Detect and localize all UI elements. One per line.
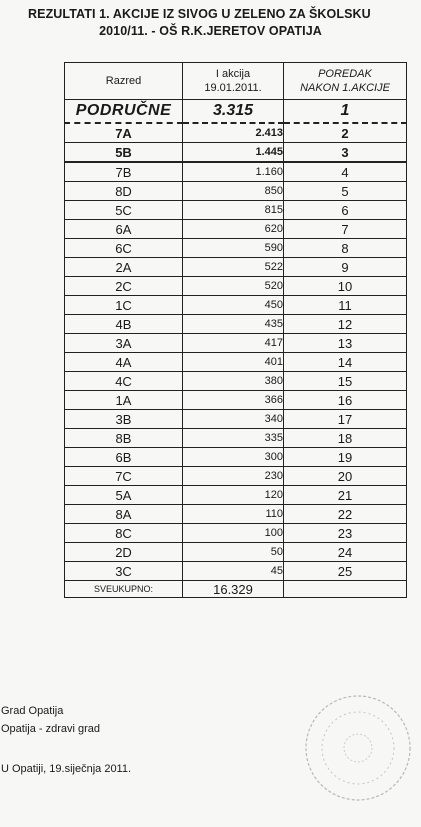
table-row	[65, 315, 407, 334]
cell-amount: 50	[183, 543, 284, 562]
cell-class: 8C	[65, 524, 183, 543]
cell-rank: 3	[284, 143, 407, 163]
cell-amount: 100	[183, 524, 284, 543]
cell-class: 6C	[65, 239, 183, 258]
cell-rank: 18	[284, 429, 407, 448]
footer-line-1: Grad Opatija	[1, 705, 64, 717]
cell-class: PODRUČNE	[65, 100, 183, 124]
cell-class: 6B	[65, 448, 183, 467]
cell-rank: 15	[284, 372, 407, 391]
cell-amount: 366	[183, 391, 284, 410]
footer-line-2: Opatija - zdravi grad	[1, 723, 101, 735]
table-row	[65, 334, 407, 353]
table-row	[65, 524, 407, 543]
title-line-2: 2010/11. - OŠ R.K.JERETOV OPATIJA	[99, 24, 322, 38]
cell-class: 6A	[65, 220, 183, 239]
cell-class: 3B	[65, 410, 183, 429]
table-row	[65, 543, 407, 562]
cell-amount: 380	[183, 372, 284, 391]
cell-amount: 417	[183, 334, 284, 353]
cell-class: 5A	[65, 486, 183, 505]
cell-amount: 520	[183, 277, 284, 296]
cell-amount: 335	[183, 429, 284, 448]
cell-class: 7B	[65, 162, 183, 182]
footer-issuer	[1, 702, 100, 738]
header-akcija	[183, 63, 284, 100]
cell-amount: 110	[183, 505, 284, 524]
cell-rank: 20	[284, 467, 407, 486]
total-value: 16.329	[183, 581, 284, 598]
cell-rank: 19	[284, 448, 407, 467]
cell-rank: 14	[284, 353, 407, 372]
cell-class: 8A	[65, 505, 183, 524]
stamp-seal	[300, 690, 416, 806]
cell-rank: 11	[284, 296, 407, 315]
cell-rank: 12	[284, 315, 407, 334]
header-akcija-line2: 19.01.2011.	[204, 82, 262, 94]
cell-rank: 7	[284, 220, 407, 239]
cell-amount: 620	[183, 220, 284, 239]
cell-amount: 850	[183, 182, 284, 201]
cell-class: 5C	[65, 201, 183, 220]
cell-rank: 8	[284, 239, 407, 258]
cell-rank: 1	[284, 100, 407, 124]
cell-rank: 16	[284, 391, 407, 410]
cell-class: 5B	[65, 143, 183, 163]
table-total-row	[65, 581, 407, 598]
table-row	[65, 258, 407, 277]
table-row	[65, 182, 407, 201]
document-title	[0, 6, 421, 40]
cell-class: 3A	[65, 334, 183, 353]
cell-class: 2A	[65, 258, 183, 277]
cell-class: 2C	[65, 277, 183, 296]
cell-rank: 23	[284, 524, 407, 543]
cell-class: 2D	[65, 543, 183, 562]
cell-rank: 6	[284, 201, 407, 220]
cell-amount: 435	[183, 315, 284, 334]
cell-rank: 22	[284, 505, 407, 524]
header-poredak-line2: NAKON 1.AKCIJE	[300, 82, 390, 94]
table-row	[65, 467, 407, 486]
cell-class: 7A	[65, 123, 183, 143]
cell-rank: 9	[284, 258, 407, 277]
table-row	[65, 353, 407, 372]
cell-amount: 815	[183, 201, 284, 220]
cell-class: 8B	[65, 429, 183, 448]
table-row	[65, 201, 407, 220]
header-razred: Razred	[65, 63, 183, 100]
total-empty-cell	[284, 581, 407, 598]
table-row	[65, 429, 407, 448]
table-row	[65, 410, 407, 429]
cell-amount: 120	[183, 486, 284, 505]
total-label: SVEUKUPNO:	[65, 581, 183, 598]
cell-class: 4A	[65, 353, 183, 372]
cell-rank: 21	[284, 486, 407, 505]
table-header-row	[65, 63, 407, 100]
cell-amount: 340	[183, 410, 284, 429]
cell-amount: 1.160	[183, 162, 284, 182]
cell-amount: 230	[183, 467, 284, 486]
cell-rank: 5	[284, 182, 407, 201]
cell-rank: 25	[284, 562, 407, 581]
cell-rank: 10	[284, 277, 407, 296]
cell-rank: 13	[284, 334, 407, 353]
cell-amount: 300	[183, 448, 284, 467]
table-row	[65, 448, 407, 467]
table-row	[65, 277, 407, 296]
cell-amount: 45	[183, 562, 284, 581]
table-row	[65, 143, 407, 163]
cell-rank: 2	[284, 123, 407, 143]
cell-class: 7C	[65, 467, 183, 486]
cell-class: 4C	[65, 372, 183, 391]
table-row	[65, 391, 407, 410]
table-row	[65, 123, 407, 143]
table-row-top	[65, 100, 407, 124]
table-row	[65, 372, 407, 391]
cell-amount: 2.413	[183, 123, 284, 143]
cell-class: 4B	[65, 315, 183, 334]
header-poredak	[284, 63, 407, 100]
cell-class: 1A	[65, 391, 183, 410]
header-poredak-line1: POREDAK	[318, 68, 372, 80]
cell-rank: 24	[284, 543, 407, 562]
cell-amount: 450	[183, 296, 284, 315]
table-row	[65, 162, 407, 182]
table-row	[65, 562, 407, 581]
cell-rank: 4	[284, 162, 407, 182]
table-row	[65, 486, 407, 505]
header-akcija-line1: I akcija	[215, 68, 251, 80]
cell-amount: 590	[183, 239, 284, 258]
cell-rank: 17	[284, 410, 407, 429]
cell-class: 3C	[65, 562, 183, 581]
cell-class: 8D	[65, 182, 183, 201]
results-table	[64, 62, 407, 598]
footer-date: U Opatiji, 19.siječnja 2011.	[1, 763, 132, 775]
title-line-1: REZULTATI 1. AKCIJE IZ SIVOG U ZELENO ZA ŠKOLSKU	[28, 7, 371, 21]
cell-amount: 3.315	[183, 100, 284, 124]
table-row	[65, 505, 407, 524]
cell-class: 1C	[65, 296, 183, 315]
cell-amount: 401	[183, 353, 284, 372]
table-row	[65, 296, 407, 315]
cell-amount: 522	[183, 258, 284, 277]
cell-amount: 1.445	[183, 143, 284, 163]
table-row	[65, 239, 407, 258]
table-row	[65, 220, 407, 239]
